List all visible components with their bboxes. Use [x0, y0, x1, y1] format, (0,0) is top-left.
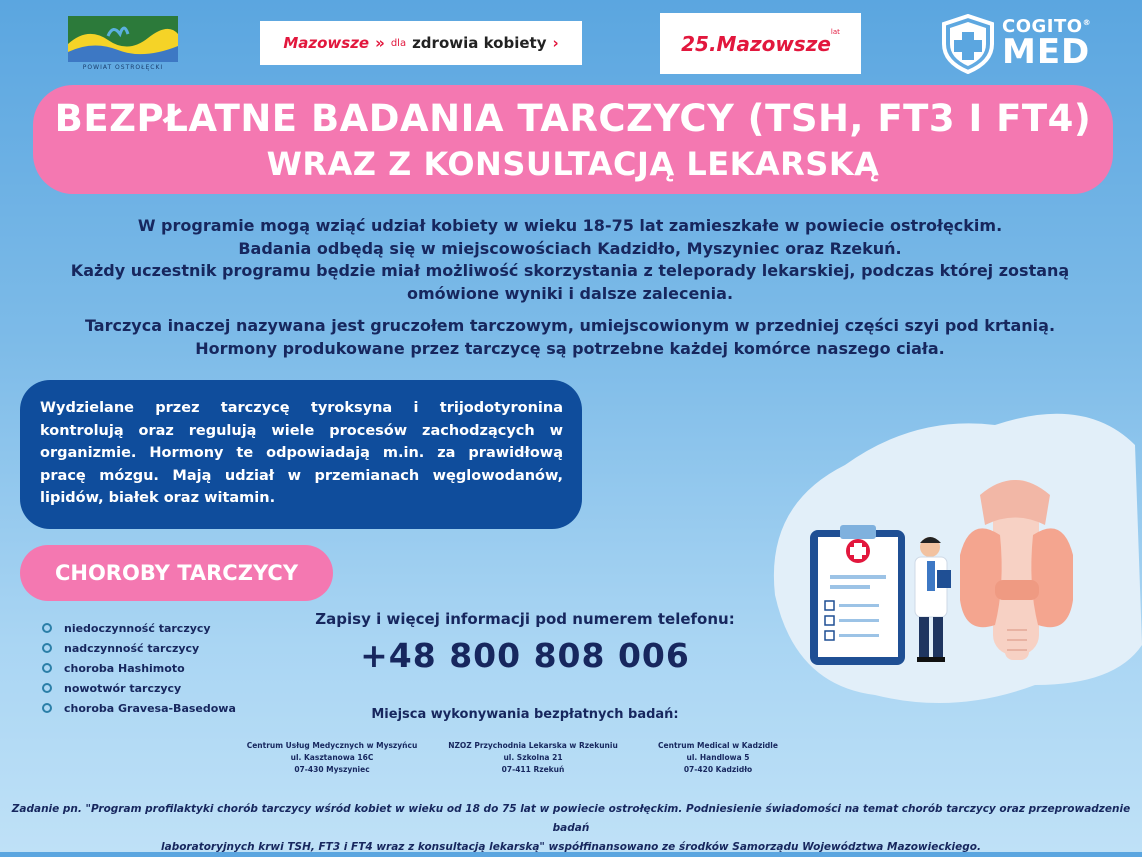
powiat-logo [68, 16, 178, 72]
cogito-med-logo [940, 14, 1100, 76]
intro-paragraph-5: Hormony produkowane przez tarczycę są potrzebne każdej komórce naszego ciała. [195, 338, 945, 358]
intro-paragraph-2: Badania odbędą się w miejscowościach Kadzidło, Myszyniec oraz Rzekuń. [238, 238, 902, 258]
place-myszyniec: Centrum Usług Medycznych w Myszyńcu ul. Kasztanowa 16C 07-430 Myszyniec [246, 741, 418, 774]
mazowsze-dla-zdrowia-kobiety-logo [260, 21, 582, 65]
intro-text [40, 215, 1100, 360]
bullet-circle-icon [42, 683, 52, 693]
list-item: nowotwór tarczycy [42, 678, 302, 698]
cogito-text: COGITO® [1002, 16, 1092, 37]
bullet-circle-icon [42, 703, 52, 713]
place-kadzidlo: Centrum Medical w Kadzidle ul. Handlowa 5 07-420 Kadzidło [658, 741, 778, 774]
phone-number[interactable]: +48 800 808 006 [360, 636, 690, 675]
disease-list [42, 618, 302, 718]
anniversary-logo-text: 25.Mazowsze [681, 31, 831, 56]
double-chevron-icon: » [375, 34, 385, 52]
med-text: MED [1002, 32, 1091, 72]
contact-label: Zapisy i więcej informacji pod numerem telefonu: [315, 610, 735, 628]
powiat-logo-icon [68, 16, 178, 64]
funding-footer [10, 800, 1132, 857]
cogito-shield-cross-icon [940, 14, 996, 74]
place-rzekun: NZOZ Przychodnia Lekarska w Rzekuniu ul. Szkolna 21 07-411 Rzekuń [448, 741, 618, 774]
hormone-info-text: Wydzielane przez tarczycę tyroksyna i trijodotyronina kontrolują oraz regulują wiele procesów zachodzących w organizmie. Hormony te odpowiadają m.in. za prawidłową pracę mózgu. Mają udział w przemianach węglowodanów, lipidów, białek oraz witamin. [40, 400, 563, 506]
list-item: nadczynność tarczycy [42, 638, 302, 658]
intro-paragraph-4: Tarczyca inaczej nazywana jest gruczołem tarczowym, umiejscowionym w przedniej części szyi pod krtanią. [84, 316, 1056, 335]
hormone-info-box [20, 380, 582, 529]
list-item: choroba Hashimoto [42, 658, 302, 678]
places-heading: Miejsca wykonywania bezpłatnych badań: [371, 707, 679, 722]
list-item: choroba Gravesa-Basedowa [42, 698, 302, 718]
list-item: niedoczynność tarczycy [42, 618, 302, 638]
anniversary-logo [660, 13, 861, 74]
page-title: BEZPŁATNE BADANIA TARCZYCY (TSH, FT3 I FT4) [54, 97, 1092, 140]
clipboard-heart-icon [810, 525, 905, 665]
anniversary-lat-text: lat [830, 27, 840, 36]
footer-line-1: Zadanie pn. "Program profilaktyki chorób tarczycy wśród kobiet w wieku od 18 do 75 lat w powiecie ostrołęckim. Podniesienie świadomości na temat chorób tarczycy oraz przeprowadzenie badań [11, 803, 1131, 834]
zdrowia-kobiety-text: zdrowia kobiety [412, 34, 547, 52]
title-banner [33, 85, 1113, 194]
diseases-heading: CHOROBY TARCZYCY [20, 545, 333, 601]
page-subtitle: WRAZ Z KONSULTACJĄ LEKARSKĄ [266, 145, 880, 183]
mazowsze-brand-text: Mazowsze [283, 34, 370, 52]
thyroid-illustration [755, 385, 1142, 725]
bullet-circle-icon [42, 623, 52, 633]
bullet-circle-icon [42, 643, 52, 653]
powiat-logo-text: POWIAT OSTROŁĘCKI [82, 64, 164, 71]
intro-paragraph-1: W programie mogą wziąć udział kobiety w wieku 18-75 lat zamieszkałe w powiecie ostrołęckim. [137, 216, 1003, 235]
footer-line-2: laboratoryjnych krwi TSH, FT3 i FT4 wraz z konsultacją lekarską" współfinansowano ze środków Samorządu Województwa Mazowieckiego. [161, 841, 981, 853]
intro-paragraph-3: Każdy uczestnik programu będzie miał możliwość skorzystania z teleporady lekarskiej, podczas której zostaną omówione wyniki i dalsze zalecenia. [70, 261, 1070, 303]
bullet-circle-icon [42, 663, 52, 673]
dla-text: dla [390, 37, 407, 49]
chevron-right-icon: › [552, 34, 559, 52]
